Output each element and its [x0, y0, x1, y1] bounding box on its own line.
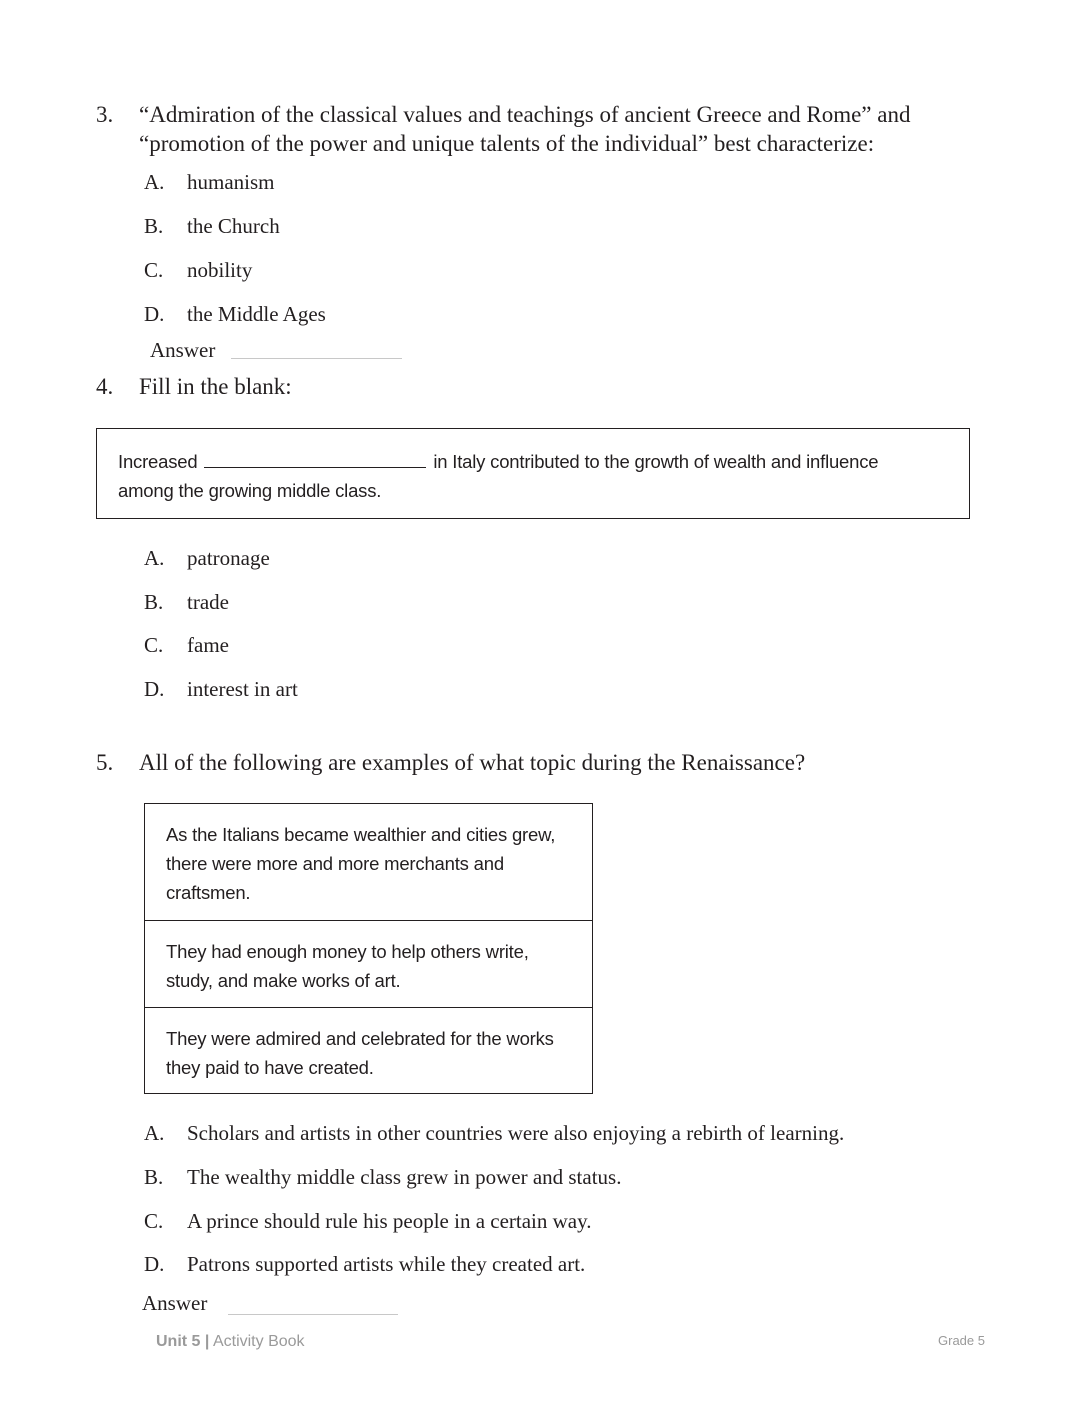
question-5-text: All of the following are examples of what topic during the Renaissance? — [139, 750, 806, 775]
q5-answer-field[interactable] — [228, 1314, 398, 1315]
q4-option-a-letter: A. — [144, 546, 165, 570]
q5-option-b: The wealthy middle class grew in power and status. — [187, 1165, 622, 1189]
q4-option-b: trade — [187, 590, 229, 614]
q4-option-d-letter: D. — [144, 677, 165, 701]
question-4-number: 4. — [96, 374, 114, 399]
question-4-text: Fill in the blank: — [139, 374, 292, 399]
q5-answer-label: Answer — [142, 1291, 208, 1315]
footer-grade: Grade 5 — [938, 1333, 985, 1348]
q3-option-a: humanism — [187, 170, 275, 194]
examples-table-cell: As the Italians became wealthier and cities grew, there were more and more merchants and craftsmen. — [145, 804, 592, 921]
q5-option-a-letter: A. — [144, 1121, 165, 1145]
question-5-number: 5. — [96, 750, 114, 775]
q3-answer-label: Answer — [150, 338, 216, 362]
fill-in-blank-sentence — [118, 447, 878, 476]
fill-in-blank-box — [96, 428, 970, 519]
q5-option-d-letter: D. — [144, 1252, 165, 1276]
examples-table-cell: They were admired and celebrated for the works they paid to have created. — [166, 1028, 554, 1078]
q4-option-a: patronage — [187, 546, 270, 570]
fill-blank-after: in Italy contributed to the growth of wealth and influence — [433, 451, 879, 472]
q3-option-b-letter: B. — [144, 214, 164, 238]
q5-option-c: A prince should rule his people in a certain way. — [187, 1209, 592, 1233]
q3-option-d-letter: D. — [144, 302, 165, 326]
q3-option-b: the Church — [187, 214, 280, 238]
q4-option-d: interest in art — [187, 677, 298, 701]
q5-option-c-letter: C. — [144, 1209, 164, 1233]
footer-separator: | — [204, 1333, 210, 1350]
question-3-number: 3. — [96, 102, 114, 127]
q4-option-c: fame — [187, 633, 229, 657]
q3-option-a-letter: A. — [144, 170, 165, 194]
q3-option-c: nobility — [187, 258, 253, 282]
footer-unit: Unit 5 — [156, 1333, 201, 1350]
q3-answer-field[interactable] — [231, 358, 402, 359]
q5-option-a: Scholars and artists in other countries were also enjoying a rebirth of learning. — [187, 1121, 845, 1145]
q3-option-c-letter: C. — [144, 258, 164, 282]
question-3-text: “Admiration of the classical values and teachings of ancient Greece and Rome” and “promotion of the power and unique talents of the individual” best characterize: — [139, 102, 911, 156]
q4-option-b-letter: B. — [144, 590, 164, 614]
q5-option-d: Patrons supported artists while they created art. — [187, 1252, 586, 1276]
examples-table — [144, 803, 593, 1094]
fill-blank-line-2: among the growing middle class. — [118, 480, 382, 501]
fill-blank-before: Increased — [118, 451, 198, 472]
q5-option-b-letter: B. — [144, 1165, 164, 1189]
footer-unit-label — [156, 1333, 305, 1351]
footer-book: Activity Book — [212, 1333, 305, 1350]
q4-option-c-letter: C. — [144, 633, 164, 657]
fill-blank-field[interactable] — [204, 449, 426, 468]
q3-option-d: the Middle Ages — [187, 302, 326, 326]
examples-table-cell: They had enough money to help others write, study, and make works of art. — [145, 921, 592, 1008]
